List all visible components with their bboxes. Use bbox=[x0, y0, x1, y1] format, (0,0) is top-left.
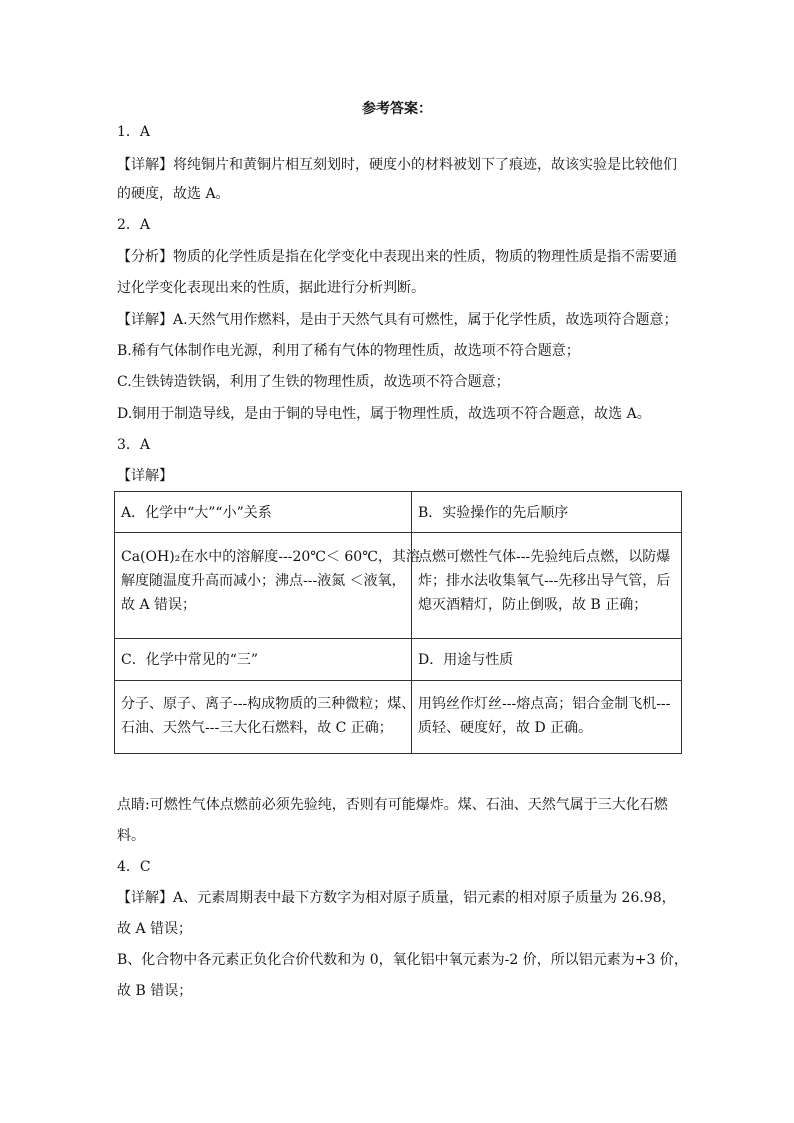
q3-number: 3．A bbox=[117, 437, 151, 453]
table-cell-d-body: 用钨丝作灯丝---熔点高；铝合金制飞机--- 质轻、硬度好，故 D 正确。 bbox=[412, 681, 682, 754]
q3-comparison-table bbox=[114, 491, 682, 754]
q4-detail-line-4: 故 B 错误； bbox=[117, 983, 193, 999]
table-cell-d-head: D．用途与性质 bbox=[412, 639, 682, 681]
q4-detail-line-3: B、化合物中各元素正负化合价代数和为 0，氧化铝中氧元素为-2 价，所以铝元素为+3 价， bbox=[117, 952, 688, 968]
q4-detail-line-1: 【详解】A、元素周期表中最下方数字为相对原子质量，铝元素的相对原子质量为 26.98， bbox=[117, 890, 676, 906]
q3-detail-label: 【详解】 bbox=[117, 468, 173, 484]
table-cell-b-head: B．实验操作的先后顺序 bbox=[412, 492, 682, 533]
table-cell-c-body: 分子、原子、离子---构成物质的三种微粒；煤、 石油、天然气---三大化石燃料，故 C 正确； bbox=[115, 681, 412, 754]
q4-number: 4．C bbox=[117, 859, 151, 875]
q2-detail-line-c: C.生铁铸造铁锅，利用了生铁的物理性质，故选项不符合题意； bbox=[117, 374, 510, 390]
table-cell-a-body: Ca(OH)₂在水中的溶解度---20℃＜ 60℃，其溶 解度随温度升高而减小；沸点---液氮 ＜液氧， 故 A 错误； bbox=[115, 533, 412, 639]
q2-detail-line-a: 【详解】A.天然气用作燃料，是由于天然气具有可燃性，属于化学性质，故选项符合题意； bbox=[117, 312, 678, 328]
table-cell-c-head: C．化学中常见的“三” bbox=[115, 639, 412, 681]
q2-analysis-line-2: 过化学变化表现出来的性质，据此进行分析判断。 bbox=[117, 280, 425, 296]
q4-detail-line-2: 故 A 错误； bbox=[117, 921, 193, 937]
q3-note-line-2: 料。 bbox=[117, 828, 145, 844]
q1-number: 1．A bbox=[117, 124, 151, 140]
q2-detail-line-d: D.铜用于制造导线，是由于铜的导电性，属于物理性质，故选项不符合题意，故选 A。 bbox=[117, 406, 651, 422]
page-title: 参考答案： bbox=[362, 101, 432, 117]
q1-detail-line-2: 的硬度，故选 A。 bbox=[117, 186, 230, 202]
table-cell-a-head: A．化学中“大”“小”关系 bbox=[115, 492, 412, 533]
q2-number: 2．A bbox=[117, 217, 151, 233]
table-cell-b-body: 点燃可燃性气体---先验纯后点燃，以防爆 炸；排水法收集氧气---先移出导气管，后 熄灭酒精灯，防止倒吸，故 B 正确； bbox=[412, 533, 682, 639]
q2-detail-line-b: B.稀有气体制作电光源，利用了稀有气体的物理性质，故选项不符合题意； bbox=[117, 343, 580, 359]
q1-detail-line-1: 【详解】将纯铜片和黄铜片相互刻划时，硬度小的材料被划下了痕迹，故该实验是比较他们 bbox=[117, 157, 677, 173]
q2-analysis-line-1: 【分析】物质的化学性质是指在化学变化中表现出来的性质，物质的物理性质是指不需要通 bbox=[117, 249, 677, 265]
q3-note-line-1: 点睛:可燃性气体点燃前必须先验纯，否则有可能爆炸。煤、石油、天然气属于三大化石燃 bbox=[117, 797, 668, 813]
